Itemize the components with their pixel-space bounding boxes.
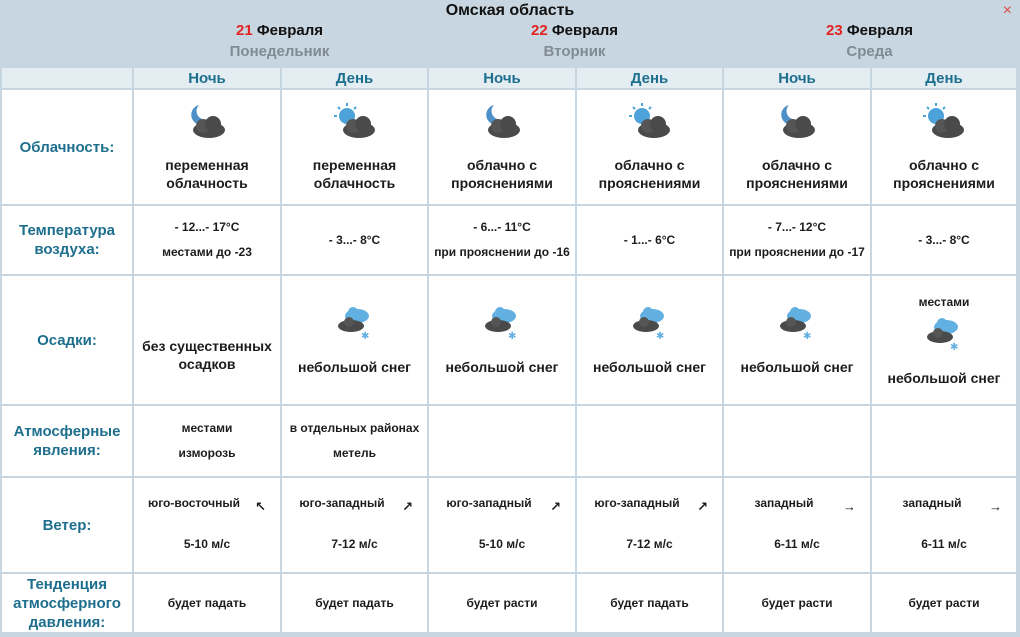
- wind-direction: юго-западный: [594, 496, 680, 510]
- clouds-cell: [576, 89, 723, 205]
- time-of-day-row: [1, 67, 1017, 89]
- snow-cloud-icon: [630, 304, 670, 342]
- precip-cell: [576, 275, 723, 405]
- phen-line1: местами: [181, 421, 233, 435]
- pressure-cell: будет расти: [428, 573, 576, 633]
- svg-text:✱: ✱: [360, 331, 369, 342]
- temp-cell: [871, 205, 1017, 275]
- temp-value: - 7...- 12°C: [767, 220, 827, 234]
- clouds-cell: [133, 89, 281, 205]
- phen-cell: [576, 405, 723, 477]
- precip-text: небольшой снег: [298, 359, 411, 375]
- precip-cell: [723, 275, 871, 405]
- wind-arrow-icon: ↗: [550, 499, 561, 514]
- precip-cell: [871, 275, 1017, 405]
- clouds-text: облачно с прояснениями: [598, 157, 701, 191]
- wind-cell: [281, 477, 428, 573]
- day-month: Февраля: [846, 22, 913, 39]
- wind-cell: [871, 477, 1017, 573]
- clouds-text: переменная облачность: [165, 157, 249, 191]
- precip-text: без существенных осадков: [142, 338, 272, 372]
- row-label: Облачность:: [1, 89, 133, 205]
- wind-speed: 5-10 м/с: [183, 537, 231, 551]
- sun-cloud-icon: [333, 102, 377, 142]
- day-number: 23: [825, 22, 843, 39]
- tod-cell: Ночь: [428, 67, 576, 89]
- snow-cloud-icon: [777, 304, 817, 342]
- row-label: Тенденция атмосферного давления:: [1, 573, 133, 633]
- row-label: Атмосферные явления:: [1, 405, 133, 477]
- clouds-cell: [723, 89, 871, 205]
- temp-value: - 1...- 6°C: [623, 232, 676, 247]
- precip-top-text: местами: [918, 294, 970, 309]
- wind-arrow-icon: ↗: [402, 499, 413, 514]
- clouds-text: переменная облачность: [312, 157, 397, 191]
- clouds-text: облачно с прояснениями: [746, 157, 848, 191]
- weekday: Понедельник: [229, 43, 330, 60]
- phen-cell: [723, 405, 871, 477]
- wind-speed: 6-11 м/с: [774, 537, 820, 551]
- pressure-cell: будет падать: [133, 573, 281, 633]
- clouds-row: [1, 89, 1017, 205]
- precip-cell: [428, 275, 576, 405]
- moon-cloud-icon: [185, 102, 229, 142]
- clouds-text: облачно с прояснениями: [451, 157, 553, 191]
- temp-note: при прояснении до -16: [434, 245, 570, 259]
- temp-value: - 6...- 11°C: [473, 220, 531, 234]
- forecast-header: [0, 0, 1020, 66]
- wind-row: [1, 477, 1017, 573]
- phen-cell: [133, 405, 281, 477]
- row-label: Температура воздуха:: [1, 205, 133, 275]
- temp-value: - 3...- 8°C: [918, 232, 970, 247]
- tod-cell: День: [576, 67, 723, 89]
- moon-cloud-icon: [480, 102, 524, 142]
- wind-speed: 7-12 м/с: [331, 537, 378, 551]
- clouds-cell: [428, 89, 576, 205]
- temp-cell: [576, 205, 723, 275]
- phen-line1: в отдельных районах: [289, 421, 420, 435]
- day-month: Февраля: [551, 22, 618, 39]
- precipitation-row: [1, 275, 1017, 405]
- day-header-1: [132, 22, 427, 60]
- tod-cell: День: [871, 67, 1017, 89]
- pressure-cell: будет падать: [576, 573, 723, 633]
- tod-cell: Ночь: [723, 67, 871, 89]
- temp-cell: [428, 205, 576, 275]
- region-title: Омская область: [445, 2, 575, 19]
- phen-line2: метель: [333, 446, 376, 460]
- day-number: 22: [530, 22, 548, 39]
- day-header-3: [722, 22, 1017, 60]
- phen-cell: [428, 405, 576, 477]
- wind-cell: [133, 477, 281, 573]
- temp-note: при прояснении до -17: [729, 245, 865, 259]
- temp-cell: [281, 205, 428, 275]
- wind-speed: 5-10 м/с: [478, 537, 526, 551]
- temp-note: местами до -23: [162, 245, 252, 259]
- temp-value: - 12...- 17°C: [174, 220, 240, 234]
- phen-cell: [281, 405, 428, 477]
- wind-cell: [428, 477, 576, 573]
- svg-text:✱: ✱: [950, 341, 959, 353]
- wind-arrow-icon: →: [843, 499, 856, 514]
- temp-value: - 3...- 8°C: [328, 232, 381, 247]
- forecast-table: [0, 66, 1018, 634]
- weekday: Вторник: [543, 43, 606, 60]
- day-header-2: [427, 22, 722, 60]
- pressure-cell: будет расти: [871, 573, 1017, 633]
- svg-text:✱: ✱: [655, 331, 664, 342]
- snow-cloud-icon: [335, 304, 375, 342]
- pressure-row: [1, 573, 1017, 633]
- wind-direction: юго-восточный: [147, 496, 241, 510]
- tod-cell: День: [281, 67, 428, 89]
- svg-text:✱: ✱: [508, 331, 517, 342]
- precip-text: небольшой снег: [887, 369, 1001, 386]
- precip-text: небольшой снег: [740, 359, 854, 375]
- sun-cloud-icon: [922, 102, 966, 142]
- snow-cloud-icon: [482, 304, 522, 342]
- precip-cell: [133, 275, 281, 405]
- corner-cell: [1, 67, 133, 89]
- pressure-cell: будет падать: [281, 573, 428, 633]
- temp-cell: [133, 205, 281, 275]
- wind-direction: западный: [754, 496, 814, 510]
- wind-cell: [576, 477, 723, 573]
- wind-cell: [723, 477, 871, 573]
- weekday: Среда: [846, 43, 893, 60]
- pressure-cell: будет расти: [723, 573, 871, 633]
- wind-speed: 7-12 м/с: [626, 537, 673, 551]
- day-month: Февраля: [256, 22, 323, 39]
- sun-cloud-icon: [628, 102, 672, 142]
- wind-direction: юго-западный: [299, 496, 385, 510]
- temp-cell: [723, 205, 871, 275]
- clouds-text: облачно с прояснениями: [893, 157, 995, 191]
- temperature-row: [1, 205, 1017, 275]
- wind-speed: 6-11 м/с: [921, 537, 967, 551]
- day-number: 21: [235, 22, 253, 39]
- wind-direction: западный: [902, 496, 962, 510]
- close-icon[interactable]: ×: [1002, 2, 1012, 19]
- phen-cell: [871, 405, 1017, 477]
- snow-cloud-icon: [924, 315, 964, 353]
- wind-arrow-icon: ↖: [255, 499, 266, 514]
- wind-direction: юго-западный: [446, 496, 532, 510]
- clouds-cell: [281, 89, 428, 205]
- precip-text: небольшой снег: [445, 359, 559, 375]
- svg-text:✱: ✱: [803, 331, 812, 342]
- tod-cell: Ночь: [133, 67, 281, 89]
- row-label: Осадки:: [1, 275, 133, 405]
- phenomena-row: [1, 405, 1017, 477]
- phen-line2: изморозь: [178, 446, 236, 460]
- wind-arrow-icon: ↗: [697, 499, 708, 514]
- precip-cell: [281, 275, 428, 405]
- clouds-cell: [871, 89, 1017, 205]
- precip-text: небольшой снег: [593, 359, 706, 375]
- moon-cloud-icon: [775, 102, 819, 142]
- wind-arrow-icon: →: [989, 499, 1002, 514]
- row-label: Ветер:: [1, 477, 133, 573]
